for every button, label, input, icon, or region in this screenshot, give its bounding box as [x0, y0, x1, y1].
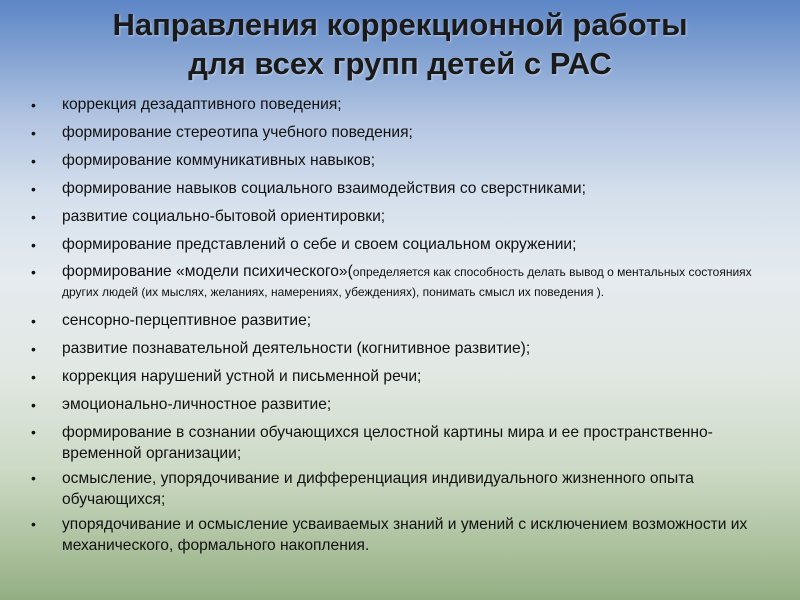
- bullet-icon: •: [31, 153, 36, 169]
- list-item: [0, 422, 800, 464]
- title-line-2: для всех групп детей с РАС: [188, 46, 612, 81]
- list-item-text: коррекция дезадаптивного поведения;: [62, 96, 342, 113]
- bullet-icon: •: [31, 209, 36, 225]
- list-item: [0, 206, 800, 228]
- list-item-text: формирование представлений о себе и своем социальном окружении;: [62, 236, 577, 253]
- bullet-icon: •: [31, 369, 36, 385]
- bullet-icon: •: [31, 424, 36, 440]
- list-item: [0, 310, 800, 332]
- title-line-1: Направления коррекционной работы: [112, 7, 688, 42]
- bullet-icon: •: [31, 181, 36, 197]
- list-item: [0, 394, 800, 416]
- slide-title: [0, 5, 800, 83]
- list-item-text: развитие социально-бытовой ориентировки;: [62, 208, 386, 225]
- bullet-icon: •: [31, 313, 36, 329]
- list-item-text: осмысление, упорядочивание и дифференциация индивидуального жизненного опыта обучающихся;: [62, 470, 694, 508]
- list-item-text: эмоционально-личностное развитие;: [62, 396, 332, 413]
- bullet-icon: •: [31, 470, 36, 486]
- list-item: [0, 234, 800, 256]
- bullet-icon: •: [31, 125, 36, 141]
- list-item-text: развитие познавательной деятельности (когнитивное развитие);: [62, 340, 531, 357]
- bullet-icon: •: [31, 237, 36, 253]
- list-item: [0, 122, 800, 144]
- list-item: [0, 338, 800, 360]
- bullet-icon: •: [31, 264, 36, 280]
- list-item-text: формирование «модели психического»(: [62, 263, 353, 280]
- bullet-icon: •: [31, 97, 36, 113]
- bullet-list: [0, 94, 800, 560]
- list-item-text: упорядочивание и осмысление усваиваемых знаний и умений с исключением возможности их механического, формального накопления.: [62, 516, 748, 554]
- list-item-text: формирование коммуникативных навыков;: [62, 152, 376, 169]
- bullet-icon: •: [31, 341, 36, 357]
- list-item-text: коррекция нарушений устной и письменной речи;: [62, 368, 422, 385]
- list-item-text: сенсорно-перцептивное развитие;: [62, 312, 312, 329]
- list-item: [0, 262, 800, 302]
- list-item: [0, 366, 800, 388]
- list-item: [0, 178, 800, 200]
- list-item: [0, 468, 800, 510]
- list-item-text: формирование в сознании обучающихся целостной картины мира и ее пространственно-временной организации;: [62, 424, 713, 462]
- list-item-text: формирование навыков социального взаимодействия со сверстниками;: [62, 180, 586, 197]
- list-item: [0, 514, 800, 556]
- bullet-icon: •: [31, 397, 36, 413]
- list-item: [0, 94, 800, 116]
- list-item-text: формирование стереотипа учебного поведения;: [62, 124, 413, 141]
- bullet-icon: •: [31, 516, 36, 532]
- list-item-note: определяется как способность делать вывод о ментальных состояниях других людей (их мыслях, желаниях, намерениях, убеждениях), понимать смысл их поведения ).: [62, 265, 752, 299]
- list-item: [0, 150, 800, 172]
